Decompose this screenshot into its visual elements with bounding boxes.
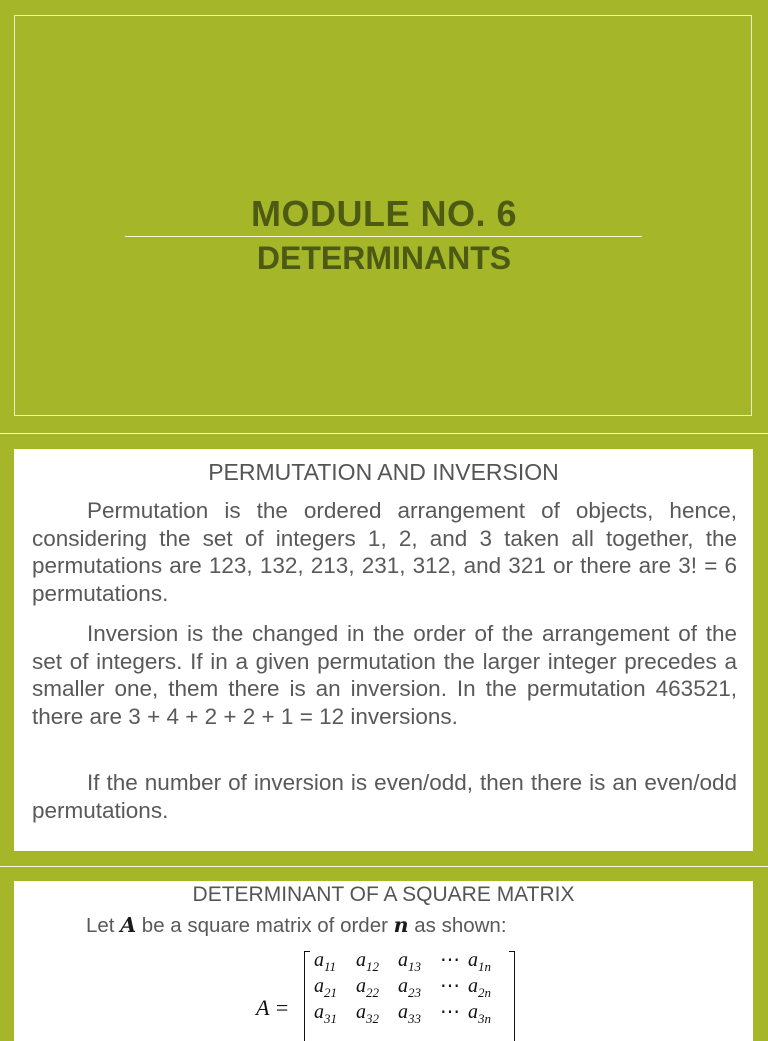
module-subtitle: DETERMINANTS xyxy=(256,240,512,276)
matrix-intro-text: Let A be a square matrix of order n as shown: xyxy=(86,913,507,937)
title-divider xyxy=(125,236,642,237)
permutation-slide xyxy=(14,449,753,851)
matrix-row: $a_{31}$ $a_{32}$ $a_{33}$ ⋯ $a_{3n}$ xyxy=(314,1001,491,1026)
order-symbol: n xyxy=(393,913,409,937)
inversion-paragraph: Inversion is the changed in the order of the arrangement of the set of integers. If in a given permutation the larger integer precedes a smaller one, them there is an inversion. In the permutation 463521, there are 3 + 4 + 2 + 2 + 1 = 12 inversions. xyxy=(32,621,737,729)
permutation-heading: PERMUTATION AND INVERSION xyxy=(208,459,559,485)
determinant-heading: DETERMINANT OF A SQUARE MATRIX xyxy=(192,883,575,906)
matrix-row: $a_{21}$ $a_{22}$ $a_{23}$ ⋯ $a_{2n}$ xyxy=(314,975,491,1000)
matrix-left-bracket xyxy=(304,951,310,1041)
matrix-row: $a_{11}$ $a_{12}$ $a_{13}$ ⋯ $a_{1n}$ xyxy=(314,949,491,974)
matrix-symbol: A xyxy=(120,913,137,937)
determinant-slide xyxy=(14,881,753,1041)
slide-separator xyxy=(0,866,768,867)
parity-paragraph: If the number of inversion is even/odd, then there is an even/odd permutations. xyxy=(32,770,737,823)
matrix-equation xyxy=(256,947,556,1041)
permutation-paragraph: Permutation is the ordered arrangement of objects, hence, considering the set of integers 1, 2, and 3 taken all together, the permutations are 123, 132, 213, 231, 312, and 321 or there are 3! = 6 permutations. xyxy=(32,498,737,606)
matrix-label: A = xyxy=(256,995,290,1020)
module-title: MODULE NO. 6 xyxy=(250,193,517,234)
slide-separator xyxy=(0,433,768,434)
title-slide xyxy=(0,0,768,433)
